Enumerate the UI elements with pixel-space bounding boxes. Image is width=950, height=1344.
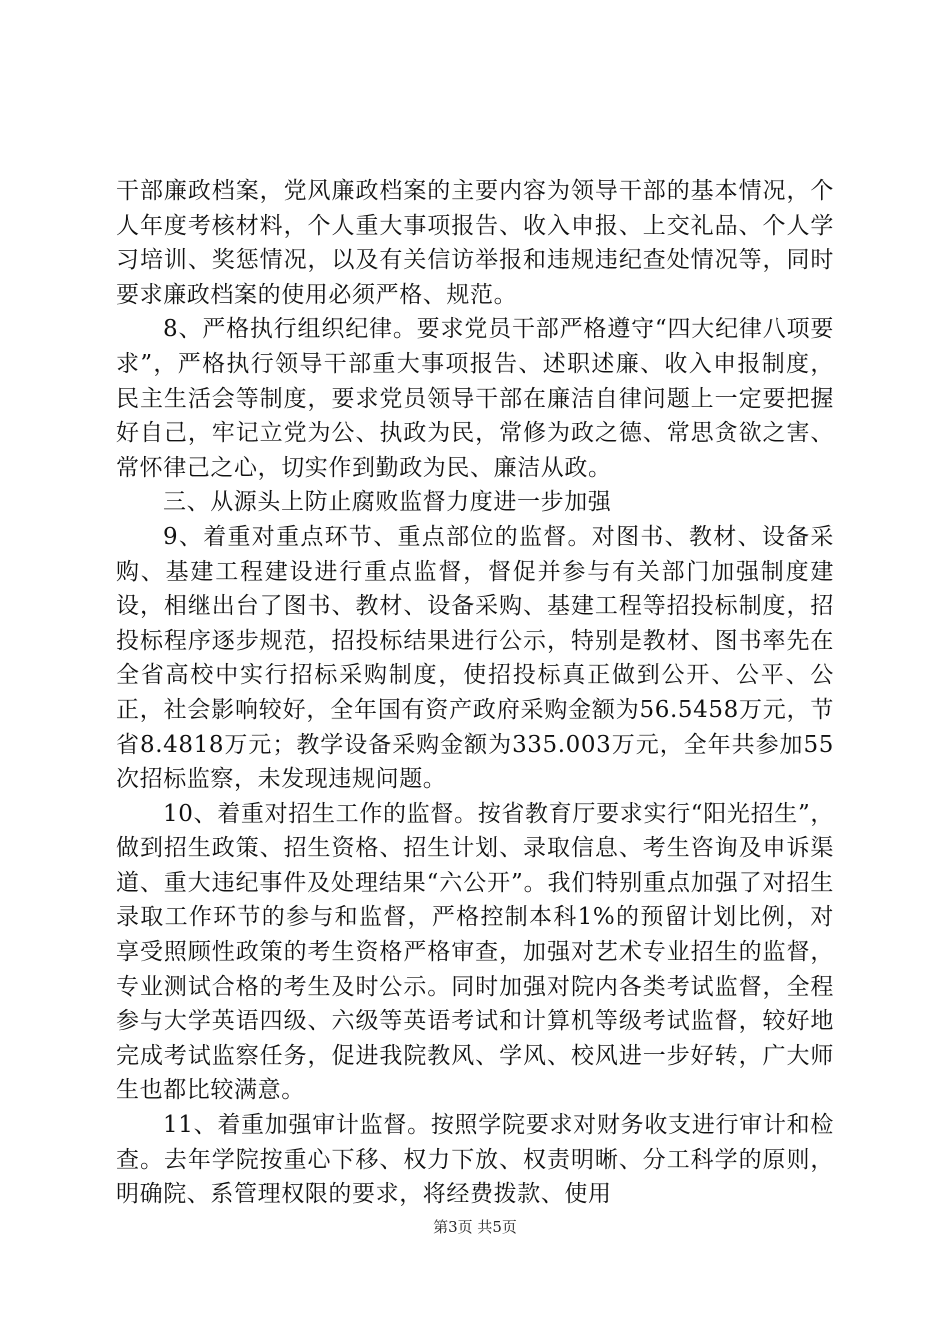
section-heading-3: 三、从源头上防止腐败监督力度进一步加强 [163, 489, 612, 516]
paragraph-item-11: 11、着重加强审计监督。按照学院要求对财务收支进行审计和检查。去年学院按重心下移、权力下放、权责明晰、分工科学的原则，明确院、系管理权限的要求，将经费拨款、使用 [116, 1112, 834, 1208]
paragraph-archives: 干部廉政档案，党风廉政档案的主要内容为领导干部的基本情况，个人年度考核材料，个人重大事项报告、收入申报、上交礼品、个人学习培训、奖惩情况，以及有关信访举报和违规违纪查处情况等，同时要求廉政档案的使用必须严格、规范。 [116, 178, 834, 308]
document-body [116, 174, 834, 1212]
paragraph-item-10: 10、着重对招生工作的监督。按省教育厅要求实行“阳光招生”，做到招生政策、招生资格、招生计划、录取信息、考生咨询及申诉渠道、重大违纪事件及处理结果“六公开”。我们特别重点加强了对招生录取工作环节的参与和监督，严格控制本科1%的预留计划比例，对享受照顾性政策的考生资格严格审查，加强对艺术专业招生的监督，专业测试合格的考生及时公示。同时加强对院内各类考试监督，全程参与大学英语四级、六级等英语考试和计算机等级考试监督，较好地完成考试监察任务，促进我院教风、学风、校风进一步好转，广大师生也都比较满意。 [116, 800, 834, 1104]
paragraph-item-8: 8、严格执行组织纪律。要求党员干部严格遵守“四大纪律八项要求”，严格执行领导干部重大事项报告、述职述廉、收入申报制度，民主生活会等制度，要求党员领导干部在廉洁自律问题上一定要把握好自己，牢记立党为公、执政为民，常修为政之德、常思贪欲之害、常怀律己之心，切实作到勤政为民、廉洁从政。 [116, 316, 834, 481]
page-footer: 第3页 共5页 [433, 1218, 517, 1236]
paragraph-item-9: 9、着重对重点环节、重点部位的监督。对图书、教材、设备采购、基建工程建设进行重点监督，督促并参与有关部门加强制度建设，相继出台了图书、教材、设备采购、基建工程等招投标制度，招投标程序逐步规范，招投标结果进行公示，特别是教材、图书率先在全省高校中实行招标采购制度，使招投标真正做到公开、公平、公正，社会影响较好，全年国有资产政府采购金额为56.5458万元，节省8.4818万元；教学设备采购金额为335.003万元，全年共参加55次招标监察，未发现违规问题。 [116, 523, 834, 793]
